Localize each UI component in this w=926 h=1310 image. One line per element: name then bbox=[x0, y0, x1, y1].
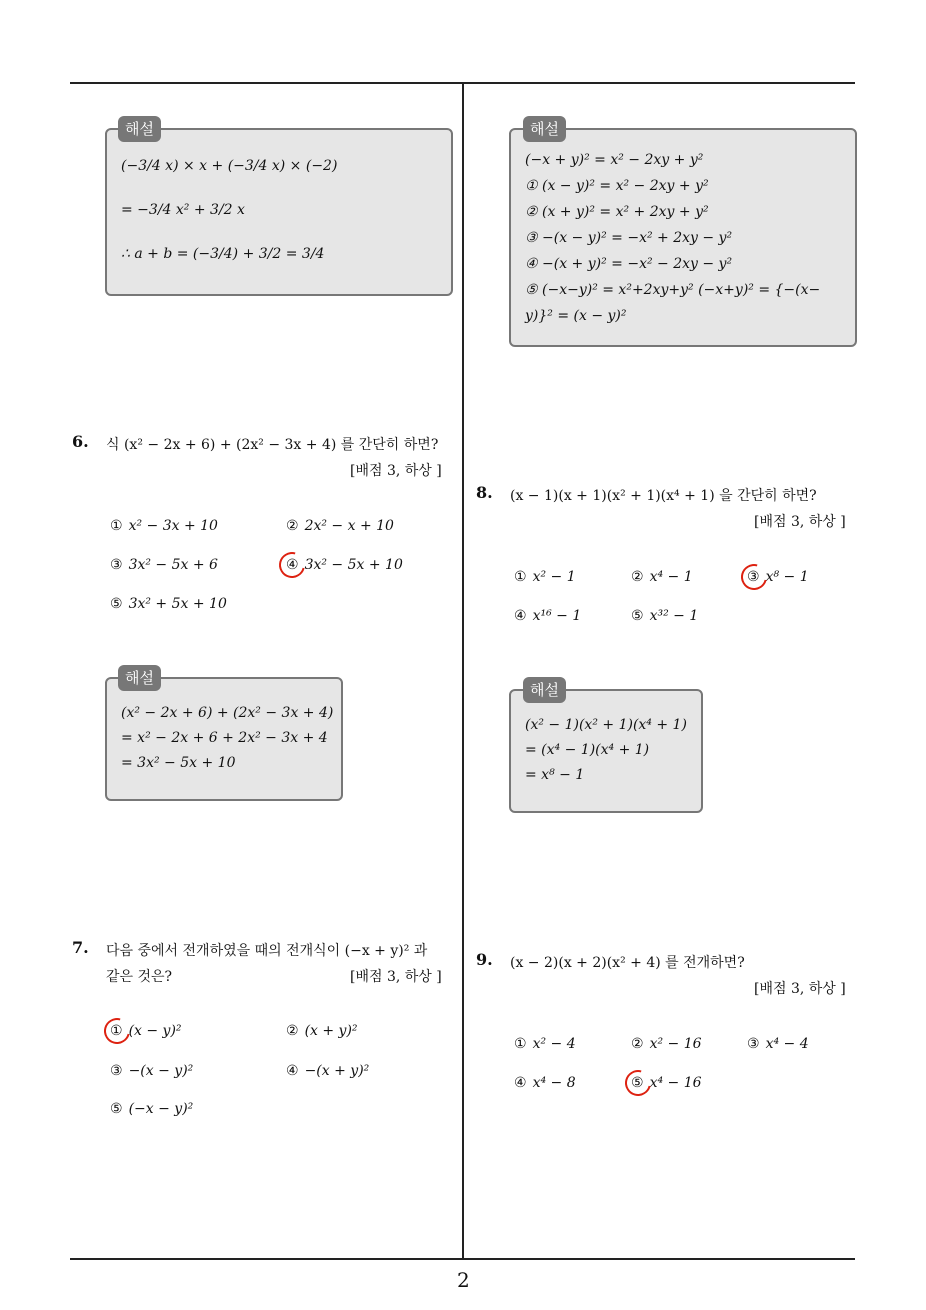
option-5[interactable] bbox=[110, 1101, 193, 1117]
column-divider bbox=[462, 82, 464, 1259]
option-number: ④ bbox=[286, 1063, 299, 1079]
solution-tab: 해설 bbox=[523, 677, 566, 703]
option-number: ③ bbox=[747, 569, 760, 585]
solution-line: ⑤ (−x−y)² = x²+2xy+y² (−x+y)² = {−(x− bbox=[525, 282, 821, 298]
option-expression: −(x + y)² bbox=[304, 1063, 370, 1079]
option-expression: 3x² − 5x + 6 bbox=[128, 557, 218, 573]
option-expression: x² − 16 bbox=[649, 1036, 702, 1052]
solution-line: ② (x + y)² = x² + 2xy + y² bbox=[525, 204, 709, 220]
option-number: ① bbox=[514, 569, 527, 585]
question-text: (x − 1)(x + 1)(x² + 1)(x⁴ + 1) 을 간단히 하면? bbox=[510, 488, 817, 504]
solution-line: = −3/4 x² + 3/2 x bbox=[121, 202, 245, 218]
option-number: ② bbox=[286, 518, 299, 534]
option-2[interactable] bbox=[631, 569, 693, 585]
question-text: 다음 중에서 전개하였을 때의 전개식이 (−x + y)² 과 bbox=[106, 943, 428, 959]
solution-box-q8 bbox=[509, 689, 703, 813]
option-5[interactable] bbox=[110, 596, 227, 612]
option-3[interactable] bbox=[110, 1063, 193, 1079]
solution-line: = x⁸ − 1 bbox=[525, 767, 585, 783]
answer-circle-mark bbox=[620, 1065, 656, 1101]
option-number: ② bbox=[631, 1036, 644, 1052]
option-expression: x¹⁶ − 1 bbox=[532, 608, 582, 624]
answer-circle-mark bbox=[274, 547, 310, 583]
option-3[interactable] bbox=[747, 1036, 809, 1052]
score-label: [배점 3, 하상 ] bbox=[350, 463, 442, 479]
option-expression: 3x² + 5x + 10 bbox=[128, 596, 227, 612]
option-4[interactable] bbox=[514, 608, 581, 624]
option-expression: 3x² − 5x + 10 bbox=[304, 557, 403, 573]
option-expression: (−x − y)² bbox=[128, 1101, 194, 1117]
solution-tab: 해설 bbox=[118, 665, 161, 691]
option-number: ③ bbox=[110, 557, 123, 573]
answer-circle-mark bbox=[736, 559, 772, 595]
bottom-rule bbox=[70, 1258, 855, 1260]
option-1[interactable] bbox=[110, 518, 218, 534]
solution-tab: 해설 bbox=[523, 116, 566, 142]
solution-line: ① (x − y)² = x² − 2xy + y² bbox=[525, 178, 709, 194]
question-number: 6. bbox=[72, 432, 89, 451]
option-number: ① bbox=[110, 1023, 123, 1039]
option-expression: −(x − y)² bbox=[128, 1063, 194, 1079]
option-2[interactable] bbox=[286, 518, 394, 534]
option-3[interactable] bbox=[110, 557, 218, 573]
option-number: ② bbox=[286, 1023, 299, 1039]
question-number: 7. bbox=[72, 938, 89, 957]
solution-tab: 해설 bbox=[118, 116, 161, 142]
option-expression: x⁴ − 4 bbox=[765, 1036, 809, 1052]
option-expression: x² − 4 bbox=[532, 1036, 576, 1052]
option-expression: 2x² − x + 10 bbox=[304, 518, 394, 534]
option-2[interactable] bbox=[286, 1023, 358, 1039]
solution-line: (−3/4 x) × x + (−3/4 x) × (−2) bbox=[121, 158, 338, 174]
score-label: [배점 3, 하상 ] bbox=[754, 981, 846, 997]
solution-box-q7 bbox=[509, 128, 857, 347]
answer-circle-mark bbox=[99, 1013, 135, 1049]
option-expression: x⁸ − 1 bbox=[765, 569, 809, 585]
solution-line: y)}² = (x − y)² bbox=[525, 308, 627, 324]
option-number: ④ bbox=[514, 1075, 527, 1091]
solution-line: (−x + y)² = x² − 2xy + y² bbox=[525, 152, 704, 168]
option-number: ③ bbox=[747, 1036, 760, 1052]
option-number: ⑤ bbox=[110, 1101, 123, 1117]
solution-box-q6 bbox=[105, 677, 343, 801]
option-5[interactable] bbox=[631, 608, 698, 624]
option-expression: x⁴ − 8 bbox=[532, 1075, 576, 1091]
solution-line: ③ −(x − y)² = −x² + 2xy − y² bbox=[525, 230, 733, 246]
option-4[interactable] bbox=[286, 1063, 369, 1079]
solution-line: = (x⁴ − 1)(x⁴ + 1) bbox=[525, 742, 650, 758]
option-1[interactable] bbox=[514, 1036, 576, 1052]
solution-line: = 3x² − 5x + 10 bbox=[121, 755, 236, 771]
solution-line: (x² − 2x + 6) + (2x² − 3x + 4) bbox=[121, 705, 334, 721]
option-number: ① bbox=[110, 518, 123, 534]
solution-line: = x² − 2x + 6 + 2x² − 3x + 4 bbox=[121, 730, 328, 746]
option-expression: x² − 1 bbox=[532, 569, 576, 585]
score-label: [배점 3, 하상 ] bbox=[350, 969, 442, 985]
option-number: ⑤ bbox=[631, 608, 644, 624]
question-text: 식 (x² − 2x + 6) + (2x² − 3x + 4) 를 간단히 하면? bbox=[106, 437, 439, 453]
solution-box-q5 bbox=[105, 128, 453, 296]
solution-line: ∴ a + b = (−3/4) + 3/2 = 3/4 bbox=[121, 246, 325, 262]
page-number: 2 bbox=[457, 1268, 470, 1292]
question-number: 9. bbox=[476, 950, 493, 969]
question-text: (x − 2)(x + 2)(x² + 4) 를 전개하면? bbox=[510, 955, 745, 971]
option-expression: x⁴ − 16 bbox=[649, 1075, 702, 1091]
question-text: 같은 것은? bbox=[106, 969, 173, 985]
option-expression: x² − 3x + 10 bbox=[128, 518, 218, 534]
solution-line: (x² − 1)(x² + 1)(x⁴ + 1) bbox=[525, 717, 687, 733]
option-expression: (x − y)² bbox=[128, 1023, 182, 1039]
score-label: [배점 3, 하상 ] bbox=[754, 514, 846, 530]
option-number: ④ bbox=[286, 557, 299, 573]
option-expression: x³² − 1 bbox=[649, 608, 699, 624]
option-number: ③ bbox=[110, 1063, 123, 1079]
option-expression: (x + y)² bbox=[304, 1023, 358, 1039]
option-number: ⑤ bbox=[110, 596, 123, 612]
option-number: ④ bbox=[514, 608, 527, 624]
option-4[interactable] bbox=[514, 1075, 576, 1091]
question-number: 8. bbox=[476, 483, 493, 502]
option-number: ⑤ bbox=[631, 1075, 644, 1091]
option-2[interactable] bbox=[631, 1036, 702, 1052]
option-number: ② bbox=[631, 569, 644, 585]
option-1[interactable] bbox=[514, 569, 576, 585]
option-number: ① bbox=[514, 1036, 527, 1052]
option-expression: x⁴ − 1 bbox=[649, 569, 693, 585]
solution-line: ④ −(x + y)² = −x² − 2xy − y² bbox=[525, 256, 733, 272]
